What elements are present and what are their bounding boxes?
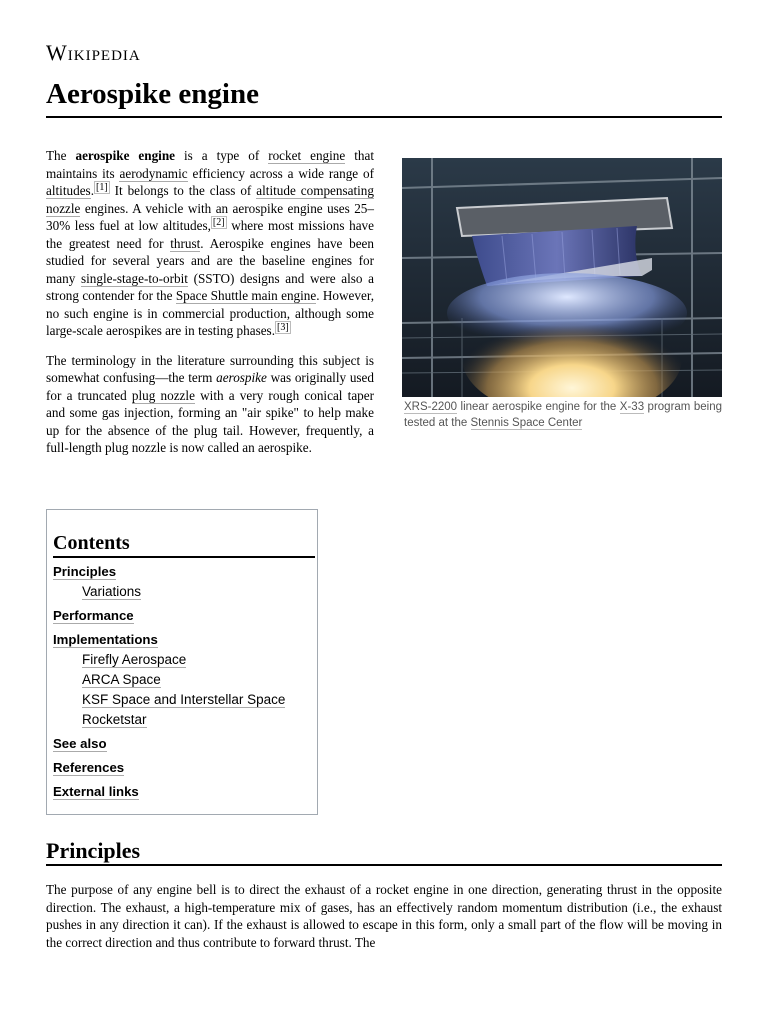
- toc-link-arca-space[interactable]: ARCA Space: [82, 672, 161, 687]
- citation-ref: [211, 216, 227, 229]
- inline-link[interactable]: plug nozzle: [131, 387, 195, 403]
- lead-section: [46, 147, 722, 469]
- text-run: (SSTO) designs and were also a strong contender for the: [46, 270, 374, 303]
- toc-link-firefly-aerospace[interactable]: Firefly Aerospace: [82, 652, 187, 667]
- toc-item-implementations: [53, 632, 312, 648]
- text-run: efficiency across a wide range of: [187, 165, 374, 181]
- toc-list: [53, 564, 312, 800]
- title-divider: [46, 116, 722, 118]
- principles-paragraph: The purpose of any engine bell is to direct the exhaust of a rocket engine in one direction, generating thrust in the opposite direction. The exhaust, a high-temperature mix of gases, has an effectively random momentum distribution (i.e., the exhaust pushes in any direction it can). If the exhaust is allowed to escape in this form, only a small part of the flow will be moving in the correct direction and thus contribute to forward thrust. The: [46, 882, 722, 950]
- toc-item-firefly-aerospace: [53, 652, 312, 668]
- toc-link-implementations[interactable]: Implementations: [53, 632, 158, 647]
- text-run: It belongs to the class of: [109, 183, 257, 198]
- engine-photo[interactable]: [402, 158, 722, 397]
- toc-link-variations[interactable]: Variations: [82, 584, 142, 599]
- citation-link[interactable]: [1]: [95, 181, 108, 193]
- table-of-contents: [46, 509, 318, 815]
- text-run: was originally used for a truncated: [46, 370, 374, 403]
- toc-item-variations: [53, 584, 312, 600]
- text-run: is a type of: [175, 148, 269, 163]
- text-run: . However, no such engine is in commercial production, although some large-scale aerospikes are in testing phases.: [46, 288, 375, 338]
- infobox-figure: [402, 158, 722, 431]
- text-run: The terminology in the literature surrounding this subject is somewhat confusing—the term: [46, 352, 374, 385]
- inline-link[interactable]: Space Shuttle main engine: [175, 288, 317, 303]
- toc-item-principles: [53, 564, 312, 580]
- inline-link[interactable]: XRS-2200: [404, 401, 458, 413]
- toc-item-external-links: [53, 784, 312, 800]
- text-run: that maintains its: [46, 148, 374, 181]
- section-divider: [46, 864, 722, 866]
- citation-link[interactable]: [3]: [277, 321, 289, 333]
- inline-link[interactable]: altitude compensating nozzle: [46, 183, 374, 216]
- citation-ref: [94, 181, 110, 194]
- text-run: . Aerospike engines have been studied for several years and are the baseline engines for many: [46, 235, 374, 286]
- text-run: engines. A vehicle with an aerospike engine uses 25–30% less fuel at low altitudes,: [46, 200, 374, 233]
- italic-term: aerospike: [216, 370, 267, 385]
- section-heading-principles: Principles: [46, 838, 141, 863]
- text-run: .: [90, 183, 94, 198]
- toc-item-ksf-space: [53, 692, 312, 708]
- inline-link[interactable]: X-33: [619, 401, 645, 413]
- toc-link-principles[interactable]: Principles: [53, 564, 117, 579]
- text-run: The: [46, 148, 76, 163]
- toc-link-ksf-space[interactable]: KSF Space and Interstellar Space: [82, 692, 286, 707]
- toc-link-see-also[interactable]: See also: [53, 736, 107, 751]
- text-run: with a very rough conical taper and some gas injection, forming an "air spike" to help make up for the absence of the plug tail. However, frequently, a full-length plug nozzle is now called an aerospike.: [46, 387, 375, 455]
- figure-caption: [402, 399, 722, 431]
- inline-link[interactable]: rocket engine: [268, 148, 346, 163]
- text-run: linear aerospike engine for the: [457, 401, 620, 413]
- toc-item-arca-space: [53, 672, 312, 688]
- toc-item-references: [53, 760, 312, 776]
- inline-link[interactable]: altitudes: [46, 183, 91, 198]
- citation-link[interactable]: [2]: [212, 216, 225, 228]
- inline-link[interactable]: single-stage-to-orbit: [80, 270, 188, 286]
- wikipedia-wordmark[interactable]: Wikipedia: [46, 40, 141, 65]
- toc-item-performance: [53, 608, 312, 624]
- toc-item-rocketstar: [53, 712, 312, 728]
- toc-link-references[interactable]: References: [53, 760, 125, 775]
- toc-link-performance[interactable]: Performance: [53, 608, 134, 623]
- toc-link-external-links[interactable]: External links: [53, 784, 139, 799]
- toc-link-rocketstar[interactable]: Rocketstar: [82, 712, 147, 727]
- text-run: program being tested at the: [404, 401, 722, 429]
- text-run: where most missions have the greatest need for: [46, 218, 375, 251]
- bold-term: aerospike engine: [75, 148, 176, 163]
- inline-link[interactable]: thrust: [170, 235, 201, 251]
- page-title: Aerospike engine: [46, 78, 259, 110]
- inline-link[interactable]: aerodynamic: [119, 165, 188, 181]
- citation-ref: [275, 321, 291, 334]
- toc-item-see-also: [53, 736, 312, 752]
- toc-title: Contents: [53, 532, 315, 558]
- inline-link[interactable]: Stennis Space Center: [470, 417, 583, 429]
